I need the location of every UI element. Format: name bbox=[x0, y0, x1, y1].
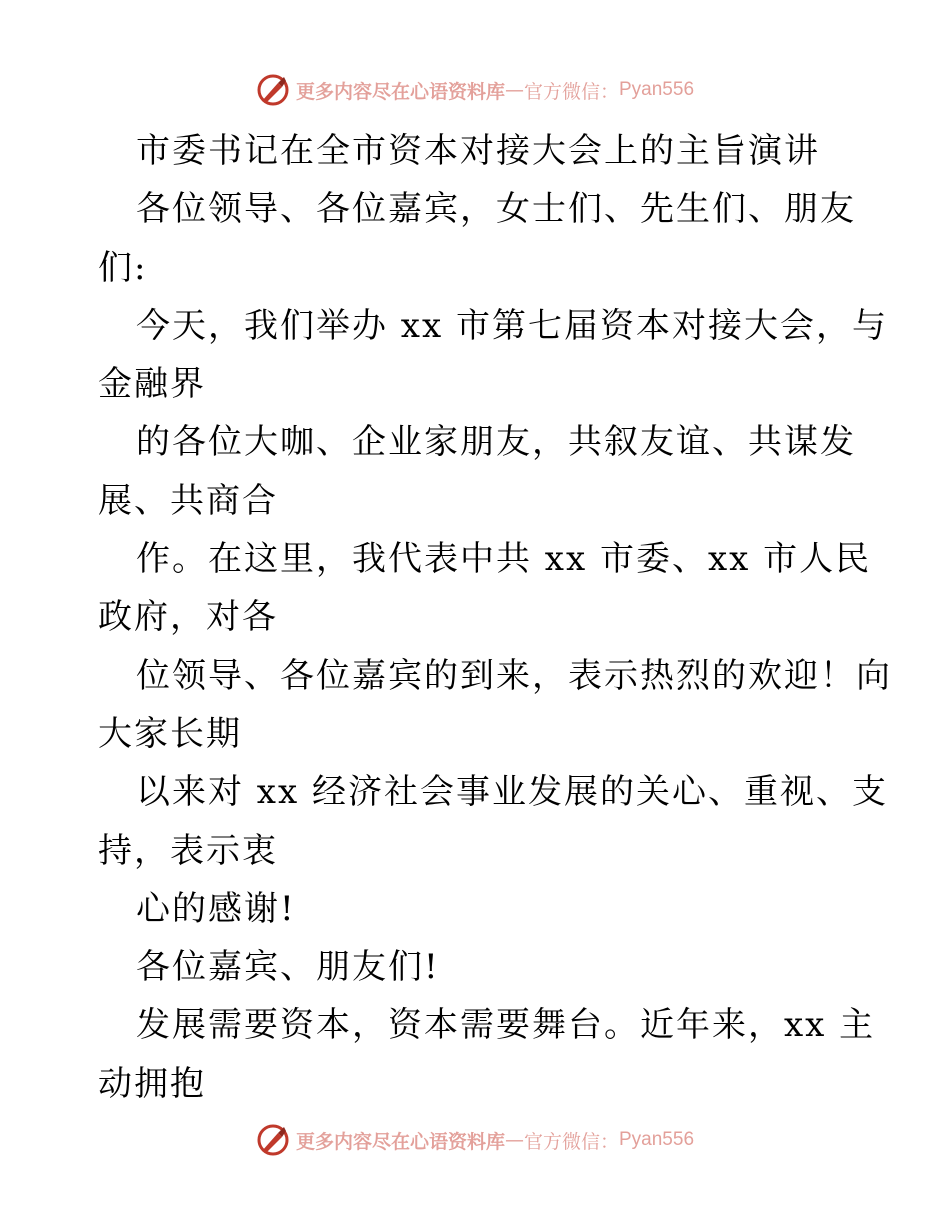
pen-logo-icon bbox=[256, 1123, 290, 1157]
watermark-title: 更多内容尽在心语资料库 bbox=[295, 1130, 505, 1153]
watermark-separator: — bbox=[504, 1129, 524, 1151]
document-line: 政府，对各 bbox=[98, 597, 278, 638]
watermark-wechat-label: 官方微信： bbox=[523, 80, 619, 103]
document-line: 今天，我们举办 xx 市第七届资本对接大会，与 bbox=[136, 305, 888, 346]
footer-watermark bbox=[0, 1120, 950, 1160]
document-title: 市委书记在全市资本对接大会上的主旨演讲 bbox=[136, 131, 820, 171]
watermark-title: 更多内容尽在心语资料库 bbox=[295, 80, 505, 103]
document-line: 发展需要资本，资本需要舞台。近年来，xx 主 bbox=[136, 1005, 876, 1046]
document-line: 持，表示衷 bbox=[98, 830, 278, 871]
document-line: 展、共商合 bbox=[98, 480, 278, 521]
document-line: 们: bbox=[98, 247, 148, 288]
watermark-wechat-id: Pyan556 bbox=[619, 79, 695, 100]
document-line: 的各位大咖、企业家朋友，共叙友谊、共谋发 bbox=[136, 422, 856, 463]
document-line: 各位嘉宾、朋友们! bbox=[136, 947, 440, 988]
document-line: 大家长期 bbox=[98, 713, 242, 754]
document-line: 以来对 xx 经济社会事业发展的关心、重视、支 bbox=[136, 772, 888, 813]
document-body bbox=[98, 122, 892, 1113]
document-line: 作。在这里，我代表中共 xx 市委、xx 市人民 bbox=[136, 539, 872, 580]
watermark-separator: — bbox=[504, 79, 524, 101]
document-line: 位领导、各位嘉宾的到来，表示热烈的欢迎！向 bbox=[136, 655, 892, 696]
document-line: 各位领导、各位嘉宾，女士们、先生们、朋友 bbox=[136, 189, 856, 230]
document-line: 金融界 bbox=[98, 364, 206, 405]
watermark-wechat-label: 官方微信： bbox=[523, 1130, 619, 1153]
document-line: 动拥抱 bbox=[98, 1063, 206, 1104]
header-watermark bbox=[0, 70, 950, 110]
document-line: 心的感谢! bbox=[136, 888, 296, 929]
pen-logo-icon bbox=[256, 73, 290, 107]
watermark-wechat-id: Pyan556 bbox=[619, 1129, 695, 1150]
